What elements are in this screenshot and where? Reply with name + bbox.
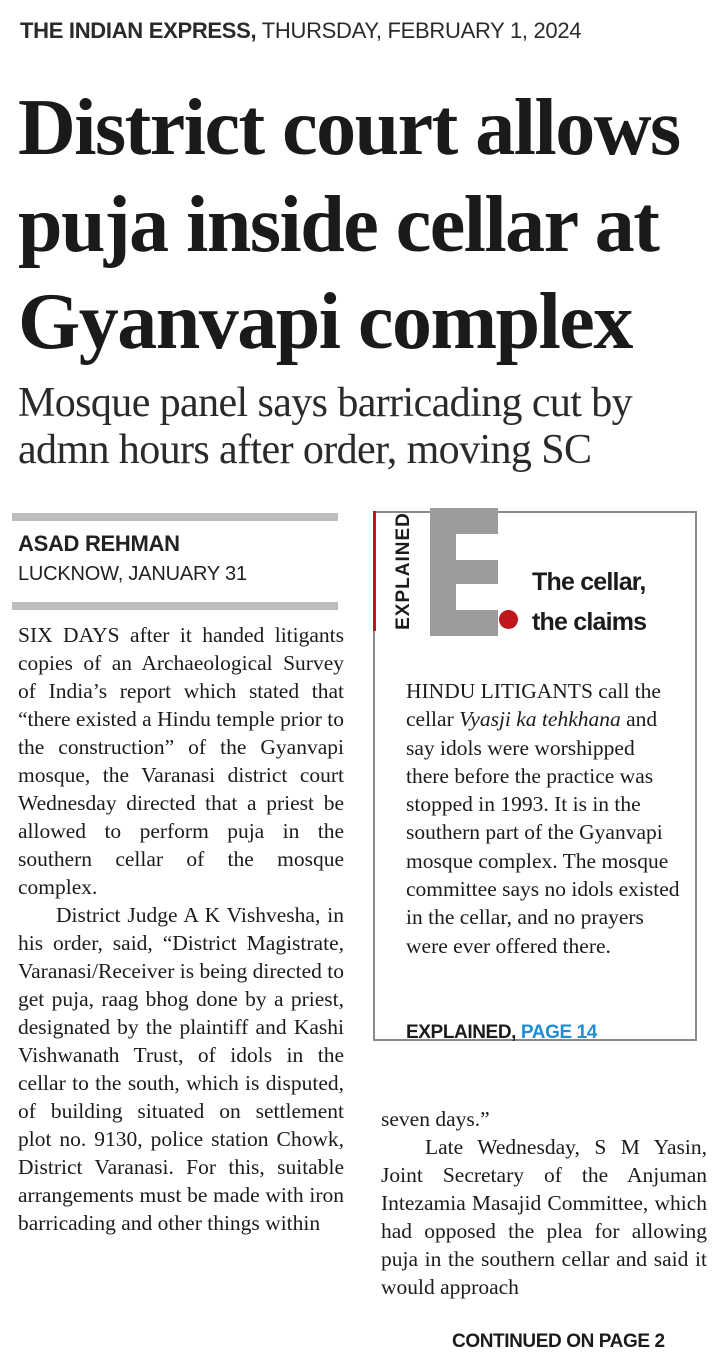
headline: District court allows puja inside cellar at Gyanvapi complex: [18, 84, 680, 366]
explained-vertical-label: [384, 508, 418, 634]
subheadline: Mosque panel says barricading cut by admn hours after order, moving SC: [18, 380, 633, 473]
explained-ref-label: EXPLAINED,: [406, 1022, 517, 1043]
explained-e-logo: [430, 508, 498, 636]
newspaper-name: THE INDIAN EXPRESS,: [20, 18, 257, 43]
article-paragraph: [18, 621, 344, 901]
masthead: [20, 18, 700, 44]
byline-author: ASAD REHMAN: [18, 531, 180, 556]
article-column-1: [18, 621, 344, 1237]
byline-rule: [12, 513, 338, 521]
article-paragraph: District Judge A K Vishvesha, in his order, said, “District Magistrate, Varanasi/Receiver is being directed to get puja, raag bhog done by a priest, designated by the plaintiff and Kashi Vishwanath Trust, of idols in the cellar to the south, which is disputed, of building situated on settlement plot no. 9130, police station Chowk, District Varanasi. For this, suitable arrangements must be made with iron barricading and other things within: [18, 903, 344, 1235]
explained-body: HINDU LITIGANTS call the cellar Vyasji ka tehkhana and say idols were worshipped there before the practice was stopped in 1993. It is in the southern part of the Gyanvapi mosque complex. The mosque committee says no idols existed in the cellar, and no prayers were ever offered there.: [406, 679, 680, 958]
lead-in: SIX DAYS: [18, 623, 120, 647]
dateline: LUCKNOW, JANUARY 31: [18, 563, 247, 585]
explained-ref-page[interactable]: PAGE 14: [516, 1022, 597, 1043]
article-paragraph: seven days.”: [381, 1107, 490, 1131]
italic-term: Vyasji ka tehkhana: [459, 707, 621, 732]
explained-title: [532, 562, 692, 642]
continued-on-page-link[interactable]: CONTINUED ON PAGE 2: [452, 1331, 665, 1352]
explained-vertical-text: EXPLAINED: [393, 512, 414, 630]
explained-reference-link[interactable]: [406, 1022, 597, 1044]
article-paragraph: Late Wednesday, S M Yasin, Joint Secretary of the Anjuman Intezamia Masajid Committee, which had opposed the plea for allowing puja in the southern cellar and said it would approach: [381, 1135, 707, 1299]
red-dot-icon: [499, 610, 518, 629]
explained-title-line: The cellar,: [532, 568, 646, 596]
explained-title-line: the claims: [532, 608, 647, 636]
column-rule: [12, 602, 338, 610]
paragraph-text: after it handed litigants copies of an Archaeological Survey of India’s report which stated that “there existed a Hindu temple prior to the construction” of the Gyanvapi mosque, the Varanasi district court Wednesday directed that a priest be allowed to perform puja in the southern cellar of the mosque complex.: [18, 623, 345, 899]
publication-date: THURSDAY, FEBRUARY 1, 2024: [256, 18, 582, 43]
explained-lead-in: HINDU LITIGANTS: [406, 679, 593, 703]
article-column-2: [381, 1105, 707, 1301]
explained-accent-bar: [373, 511, 376, 631]
